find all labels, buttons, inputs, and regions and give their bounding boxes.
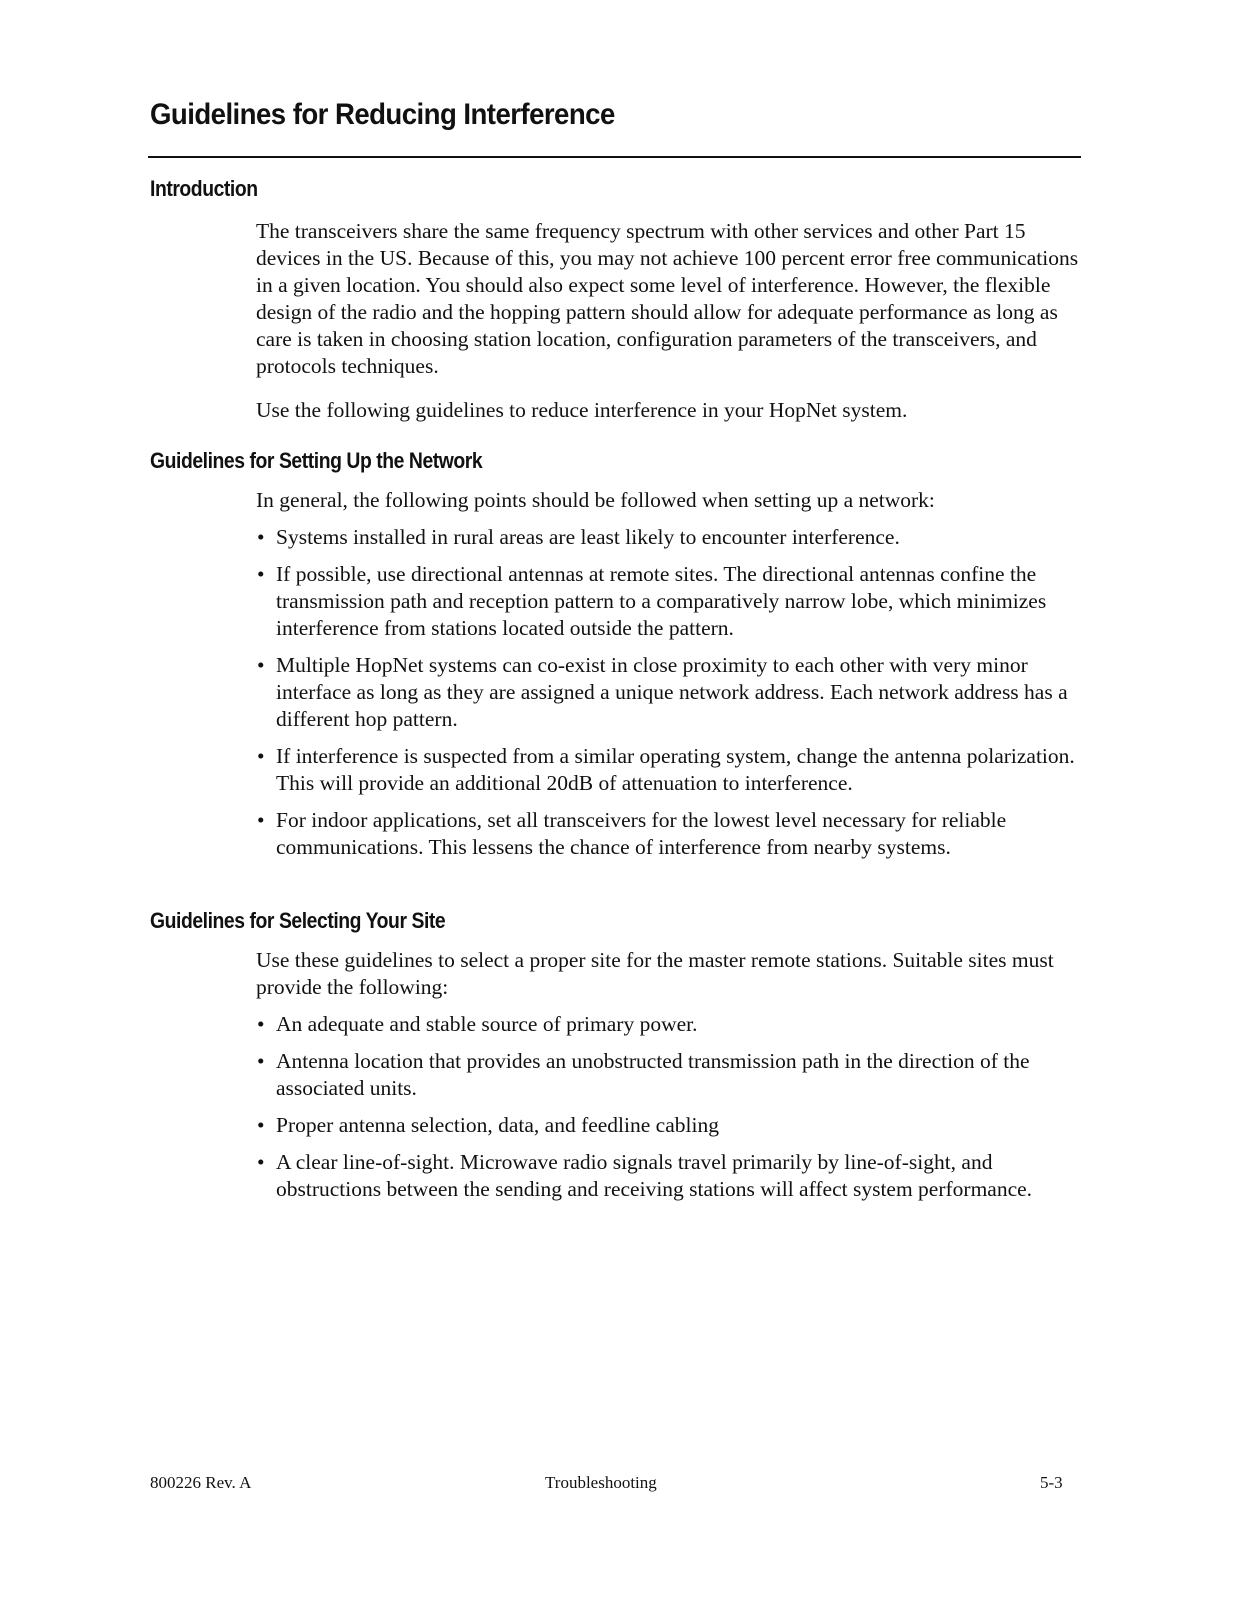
site-lead: Use these guidelines to select a proper site for the master remote stations. Suitable sites must provide the following:: [256, 948, 1054, 999]
list-item-text: An adequate and stable source of primary power.: [276, 1012, 698, 1036]
list-item-text: A clear line-of-sight. Microwave radio signals travel primarily by line-of-sight, and obstructions between the sending and receiving stations will affect system performance.: [276, 1150, 1033, 1201]
bullet-dot-icon: •: [257, 1012, 265, 1036]
bullet-dot-icon: •: [257, 525, 265, 549]
network-lead: In general, the following points should be followed when setting up a network:: [256, 488, 935, 512]
introduction-body: [256, 218, 1086, 441]
bullet-dot-icon: •: [257, 744, 265, 768]
network-bullet-list: [256, 524, 1086, 861]
list-item: [256, 1112, 1086, 1139]
list-item: [256, 561, 1086, 642]
site-bullet-list: [256, 1011, 1086, 1203]
bullet-dot-icon: •: [257, 562, 265, 586]
list-item: [256, 1149, 1086, 1203]
footer-page-number: 5-3: [1040, 1473, 1063, 1492]
section-heading-introduction: Introduction: [150, 176, 258, 201]
list-item: [256, 524, 1086, 551]
bullet-dot-icon: •: [257, 808, 265, 832]
list-item-text: If possible, use directional antennas at remote sites. The directional antennas confine the transmission path and reception pattern to a comparatively narrow lobe, which minimizes interference from stations located outside the pattern.: [276, 562, 1047, 640]
list-item: [256, 1011, 1086, 1038]
network-body: [256, 487, 1086, 871]
intro-paragraph: Use the following guidelines to reduce interference in your HopNet system.: [256, 398, 908, 422]
list-item-text: Systems installed in rural areas are least likely to encounter interference.: [276, 525, 900, 549]
bullet-dot-icon: •: [257, 1113, 265, 1137]
bullet-dot-icon: •: [257, 653, 265, 677]
list-item-text: Antenna location that provides an unobstructed transmission path in the direction of the associated units.: [276, 1049, 1030, 1100]
list-item-text: For indoor applications, set all transceivers for the lowest level necessary for reliable communications. This lessens the chance of interference from nearby systems.: [276, 808, 1007, 859]
list-item-text: Proper antenna selection, data, and feedline cabling: [276, 1113, 719, 1137]
list-item-text: If interference is suspected from a similar operating system, change the antenna polarization. This will provide an additional 20dB of attenuation to interference.: [276, 744, 1075, 795]
list-item: [256, 743, 1086, 797]
bullet-dot-icon: •: [257, 1150, 265, 1174]
title-divider: [148, 156, 1081, 158]
footer-chapter: Troubleshooting: [545, 1473, 657, 1492]
intro-paragraph: The transceivers share the same frequency spectrum with other services and other Part 15 devices in the US. Because of this, you may not achieve 100 percent error free communications in a given location. You should also expect some level of interference. However, the flexible design of the radio and the hopping pattern should allow for adequate performance as long as care is taken in choosing station location, configuration parameters of the transceivers, and protocols techniques.: [256, 219, 1079, 378]
footer-doc-number: 800226 Rev. A: [150, 1473, 252, 1492]
site-body: [256, 947, 1086, 1213]
list-item: [256, 652, 1086, 733]
list-item: [256, 1048, 1086, 1102]
list-item: [256, 807, 1086, 861]
section-heading-site: Guidelines for Selecting Your Site: [150, 908, 446, 933]
list-item-text: Multiple HopNet systems can co-exist in close proximity to each other with very minor interface as long as they are assigned a unique network address. Each network address has a different hop pattern.: [276, 653, 1068, 731]
section-heading-network: Guidelines for Setting Up the Network: [150, 448, 483, 473]
bullet-dot-icon: •: [257, 1049, 265, 1073]
page-title: Guidelines for Reducing Interference: [150, 98, 615, 131]
